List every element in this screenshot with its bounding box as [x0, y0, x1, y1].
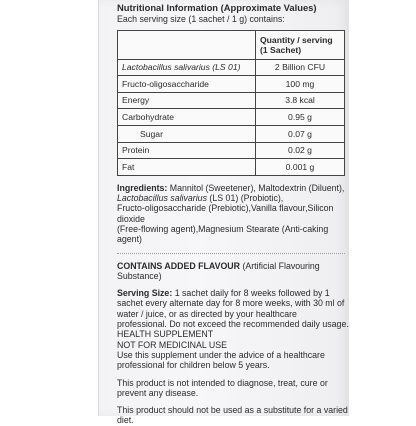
table-row — [118, 59, 345, 76]
serving-section — [117, 288, 349, 329]
ingredients-section — [117, 183, 349, 245]
row-label: Sugar — [118, 125, 256, 142]
ingredients-text-3: Fructo-oligosaccharide (Prebiotic),Vanilla flavour,Silicon dioxide — [117, 203, 334, 224]
notice-children: Use this supplement under the advice of a healthcare professional for children below 5 years. — [117, 349, 325, 371]
row-label: Fructo-oligosaccharide — [118, 76, 256, 93]
row-value: 0.001 g — [256, 159, 345, 176]
notice-not-medicinal: NOT FOR MEDICINAL USE — [117, 339, 227, 350]
ingredients-text-4: (Free-flowing agent),Magnesium Stearate (Anti-caking agent) — [117, 223, 329, 245]
disclaimer-diagnose: This product is not intended to diagnose, treat, cure or prevent any disease. — [117, 377, 328, 398]
header-line-1: Quantity / serving — [260, 34, 333, 45]
table-header-row — [118, 30, 345, 59]
header-quantity-cell — [256, 30, 345, 59]
row-value: 0.02 g — [256, 142, 345, 159]
row-value: 0.07 g — [256, 125, 345, 142]
divider — [117, 253, 345, 254]
label-content — [117, 3, 349, 426]
table-row — [118, 125, 345, 142]
ingredients-text-2: (LS 01) (Probiotic), — [206, 193, 284, 204]
row-label: Protein — [118, 142, 256, 159]
disclaimer-diet: This product should not be used as a substitute for a varied diet. — [117, 405, 348, 426]
nutrition-title: Nutritional Information (Approximate Values) — [117, 2, 317, 13]
flavour-text: (Artificial Flavouring Substance) — [117, 260, 320, 281]
serving-note: Each serving size (1 sachet / 1 g) contains: — [117, 14, 285, 25]
table-row — [118, 92, 345, 109]
nutrition-table — [117, 30, 345, 176]
ingredients-italic: Lactobacillus salivarius — [117, 193, 207, 204]
serving-label: Serving Size: — [117, 288, 173, 299]
row-value: 2 Billion CFU — [256, 59, 345, 76]
row-value: 3.8 kcal — [256, 92, 345, 109]
row-label: Fat — [118, 159, 256, 176]
serving-text: 1 sachet daily for 8 weeks followed by 1 sachet every alternate day for 8 more weeks, with 30 ml of water / juice, or as directed by your healthcare professional. Do not exceed the recommended daily usage. — [117, 288, 349, 330]
header-blank-cell — [118, 30, 256, 59]
notice-health-supplement: HEALTH SUPPLEMENT — [117, 329, 214, 340]
row-value: 100 mg — [256, 76, 345, 93]
table-row — [118, 76, 345, 93]
row-value: 0.95 g — [256, 109, 345, 126]
ingredients-label: Ingredients: — [117, 182, 168, 193]
row-label: Lactobacillus salivarius (LS 01) — [118, 59, 256, 76]
flavour-label: CONTAINS ADDED FLAVOUR — [117, 260, 240, 271]
row-label: Energy — [118, 92, 256, 109]
ingredients-text-1: Mannitol (Sweetener), Maltodextrin (Diluent), — [167, 182, 345, 193]
table-row — [118, 159, 345, 176]
header-line-2: (1 Sachet) — [260, 44, 302, 55]
table-row — [118, 109, 345, 126]
flavour-section — [117, 261, 349, 282]
table-row — [118, 142, 345, 159]
row-label: Carbohydrate — [118, 109, 256, 126]
